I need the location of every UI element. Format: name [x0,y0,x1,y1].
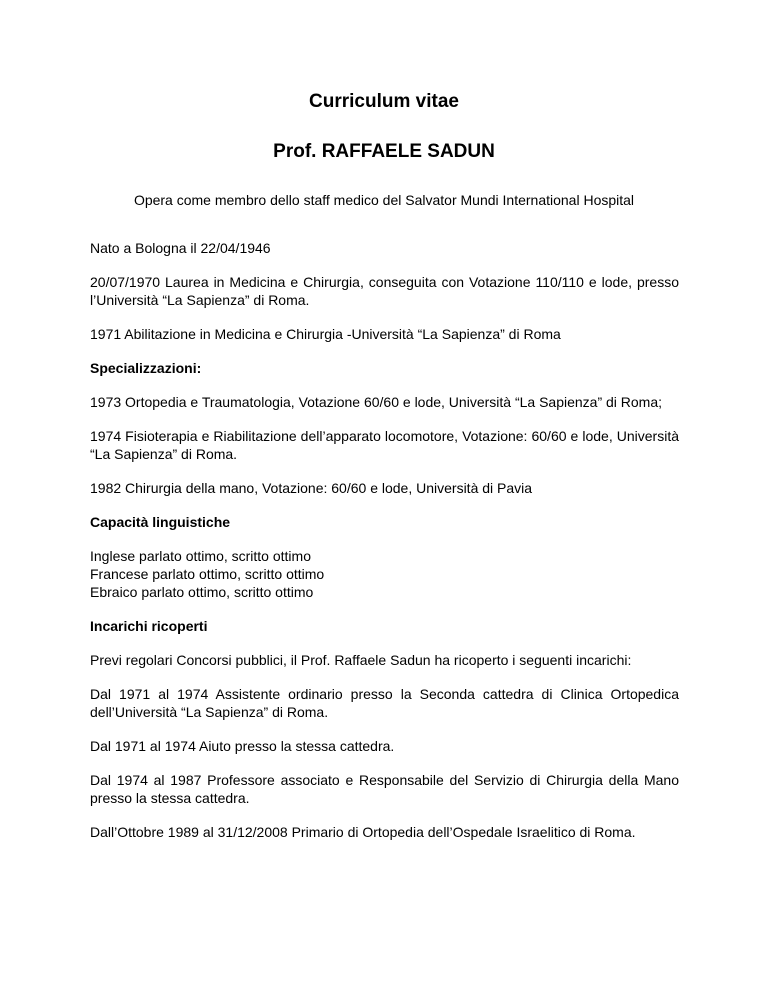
positions-heading: Incarichi ricoperti [90,618,208,634]
specialization-item: 1982 Chirurgia della mano, Votazione: 60/60 e lode, Università di Pavia [90,480,533,496]
document-body [90,239,679,857]
person-name: Prof. RAFFAELE SADUN [273,141,495,162]
birth-info: Nato a Bologna il 22/04/1946 [90,240,271,256]
position-item: Dal 1974 al 1987 Professore associato e Responsabile del Servizio di Chirurgia della Mano presso la stessa cattedra. [90,772,679,806]
specialization-item: 1973 Ortopedia e Traumatologia, Votazione 60/60 e lode, Università “La Sapienza” di Roma; [90,394,663,410]
position-item: Dall’Ottobre 1989 al 31/12/2008 Primario di Ortopedia dell’Ospedale Israelitico di Roma. [90,824,636,840]
language-item: Inglese parlato ottimo, scritto ottimo [90,548,311,564]
qualification-info: 1971 Abilitazione in Medicina e Chirurgia -Università “La Sapienza” di Roma [90,326,561,342]
document-title: Curriculum vitae [309,91,459,112]
languages-heading: Capacità linguistiche [90,514,231,530]
degree-info: 20/07/1970 Laurea in Medicina e Chirurgia, conseguita con Votazione 110/110 e lode, presso l’Università “La Sapienza” di Roma. [90,274,679,308]
positions-intro: Previ regolari Concorsi pubblici, il Prof. Raffaele Sadun ha ricoperto i seguenti incarichi: [90,652,632,668]
language-item: Ebraico parlato ottimo, scritto ottimo [90,584,314,600]
languages-list [90,547,679,601]
specializations-heading: Specializzazioni: [90,360,202,376]
subtitle: Opera come membro dello staff medico del Salvator Mundi International Hospital [133,192,635,208]
language-item: Francese parlato ottimo, scritto ottimo [90,566,325,582]
specialization-item: 1974 Fisioterapia e Riabilitazione dell’apparato locomotore, Votazione: 60/60 e lode, Università “La Sapienza” di Roma. [90,428,679,462]
position-item: Dal 1971 al 1974 Aiuto presso la stessa cattedra. [90,738,395,754]
position-item: Dal 1971 al 1974 Assistente ordinario presso la Seconda cattedra di Clinica Ortopedica dell’Università “La Sapienza” di Roma. [90,686,679,720]
